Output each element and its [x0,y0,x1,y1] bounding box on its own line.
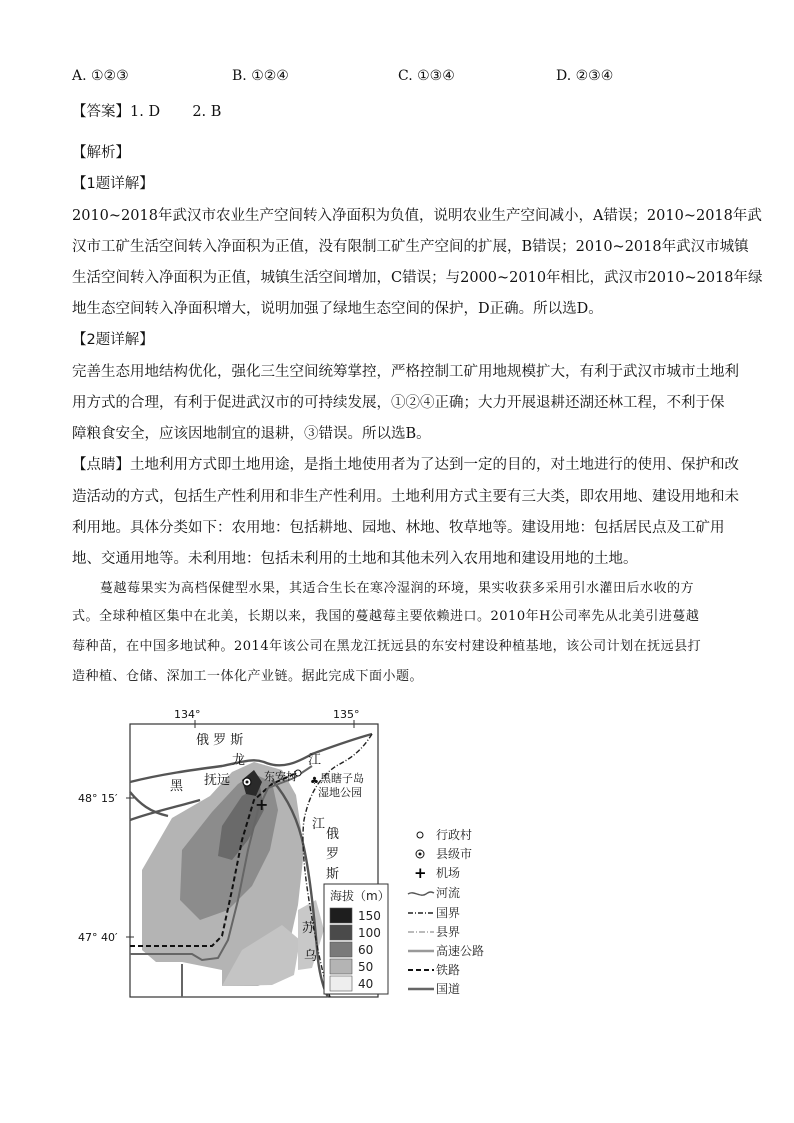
analysis-tag: 【解析】 [72,145,130,161]
q1-line-1: 2010~2018年武汉市农业生产空间转入净面积为负值，说明农业生产空间减小，A错误；2010~2018年武 [72,208,762,224]
legend-county-border: 县界 [436,925,461,939]
elevation-swatch-100 [330,925,352,940]
q1-line-3: 生活空间转入净面积为正值，城镇生活空间增加，C错误；与2000~2010年相比，武汉市2010~2018年绿 [72,270,763,286]
fuyuan-map [72,700,512,1005]
tip-line-3: 利用地。具体分类如下：农用地：包括耕地、园地、林地、牧草地等。建设用地：包括居民点及工矿用 [72,520,725,536]
symbol-legend [408,827,484,996]
label-russia-e3: 斯 [326,867,340,882]
legend-border: 国界 [436,906,461,920]
q1-line-2: 汉市工矿生活空间转入净面积为正值，没有限制工矿生产空间的扩展，B错误；2010~2018年武汉市城镇 [72,239,749,255]
label-long: 龙 [232,753,246,768]
lat-label-4740: 47° 40′ [78,931,118,944]
elevation-swatch-50 [330,959,352,974]
elevation-legend [324,884,390,994]
option-a: A. ①②③ [72,68,129,84]
elevation-level-40: 40 [358,977,374,991]
q2-line-1: 完善生态用地结构优化，强化三生空间统筹掌控，严格控制工矿用地规模扩大，有利于武汉市城市土地利 [72,364,739,380]
label-dongan: 东安村 [264,770,297,783]
tip-line-1 [72,453,739,474]
answer-line [72,100,221,121]
legend-city: 县级市 [436,847,473,861]
legend-river-icon [408,892,434,895]
elevation-level-60: 60 [358,943,374,957]
label-fuyuan: 抚远 [204,773,231,788]
label-russia-top: 俄 罗 斯 [196,733,244,748]
legend-village-icon [417,832,423,838]
elevation-level-150: 150 [358,909,381,923]
legend-national-road: 国道 [436,982,461,996]
legend-expressway: 高速公路 [436,944,485,958]
tip-tag: 【点睛】 [72,457,130,473]
q2-tag: 【2题详解】 [72,332,154,348]
answer-text: 1. D 2. B [130,104,222,120]
label-wetland-park: 湿地公园 [318,786,362,799]
legend-airport: 机场 [436,866,461,880]
lon-label-135: 135° [333,708,360,721]
label-hei: 黑 [170,779,184,794]
option-b: B. ①②④ [232,68,289,84]
q2-line-2: 用方式的合理，有利于促进武汉市的可持续发展，①②④正确；大力开展退耕还湖还林工程，不利于保 [72,395,725,411]
intro-line-2: 式。全球种植区集中在北美，长期以来，我国的蔓越莓主要依赖进口。2010年H公司率先从北美引进蔓越 [72,609,700,624]
label-russia-e2: 罗 [326,847,340,862]
option-c: C. ①③④ [398,68,455,84]
label-wu: 乌 [304,949,318,964]
label-heixiazi: 黑瞎子岛 [320,772,364,785]
intro-line-4: 造种植、仓储、深加工一体化产业链。据此完成下面小题。 [72,669,424,684]
q2-line-3: 障粮食安全，应该因地制宜的退耕，③错误。所以选B。 [72,426,431,442]
label-jiang: 江 [308,753,322,768]
elevation-swatch-150 [330,908,352,923]
label-su: 苏 [302,921,316,936]
elevation-swatch-60 [330,942,352,957]
elevation-swatch-40 [330,976,352,991]
legend-railway: 铁路 [436,963,461,977]
legend-village: 行政村 [436,828,473,842]
legend-airport-icon: + [414,864,427,882]
answer-tag: 【答案】 [72,104,130,120]
lon-label-134: 134° [174,708,201,721]
wetland-marker: ♣ [310,776,319,787]
airport-marker: + [255,795,269,814]
legend-river: 河流 [436,886,461,900]
q1-line-4: 地生态空间转入净面积增大，说明加强了绿地生态空间的保护，D正确。所以选D。 [72,301,603,317]
tip-text-1: 土地利用方式即土地用途，是指土地使用者为了达到一定的目的，对土地进行的使用、保护和改 [130,457,739,473]
q1-tag: 【1题详解】 [72,176,154,192]
elevation-level-100: 100 [358,926,381,940]
label-russia-e1: 俄 [326,827,340,842]
intro-line-3: 莓种苗，在中国多地试种。2014年该公司在黑龙江抚远县的东安村建设种植基地，该公司计划在抚远县打 [72,639,702,654]
option-d: D. ②③④ [556,68,614,84]
label-jiang2: 江 [312,817,326,832]
elevation-level-50: 50 [358,960,374,974]
elevation-legend-title: 海拔（m） [330,889,390,903]
intro-line-1: 蔓越莓果实为高档保健型水果，其适合生长在寒冷湿润的环境，果实收获多采用引水灌田后水收的方 [100,581,695,596]
tip-line-4: 地、交通用地等。未利用地：包括未利用的土地和其他未列入农用地和建设用地的土地。 [72,551,638,567]
tip-line-2: 造活动的方式，包括生产性利用和非生产性利用。土地利用方式主要有三大类，即农用地、建设用地和未 [72,489,739,505]
lat-label-4815: 48° 15′ [78,792,118,805]
